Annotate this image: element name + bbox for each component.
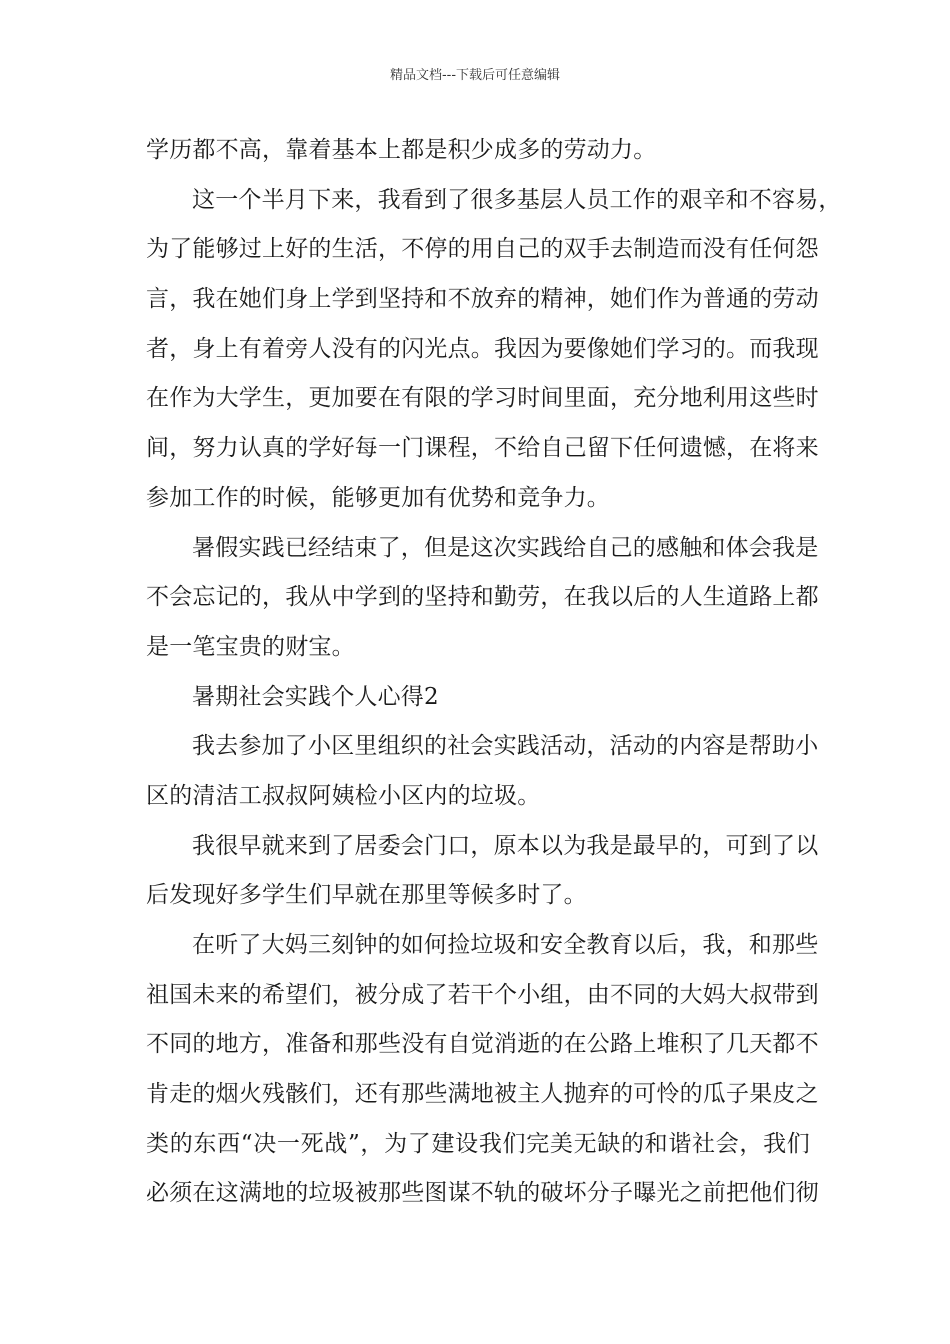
document-body <box>146 126 842 1219</box>
text-line: 在作为大学生，更加要在有限的学习时间里面，充分地利用这些时 <box>146 385 819 412</box>
text-line: 为了能够过上好的生活，不停的用自己的双手去制造而没有任何怨 <box>146 236 819 263</box>
text-line: 暑期社会实践个人心得2 <box>192 683 439 710</box>
text-line: 我去参加了小区里组织的社会实践活动，活动的内容是帮助小 <box>192 733 819 760</box>
text-line: 这一个半月下来，我看到了很多基层人员工作的艰辛和不容易， <box>192 186 842 213</box>
text-line: 我很早就来到了居委会门口，原本以为我是最早的，可到了以 <box>192 832 819 859</box>
text-line: 者，身上有着旁人没有的闪光点。我因为要像她们学习的。而我现 <box>146 335 819 362</box>
text-line: 肯走的烟火残骸们，还有那些满地被主人抛弃的可怜的瓜子果皮之 <box>146 1081 819 1108</box>
text-line: 暑假实践已经结束了，但是这次实践给自己的感触和体会我是 <box>192 534 819 561</box>
text-line: 后发现好多学生们早就在那里等候多时了。 <box>146 882 587 909</box>
text-line: 学历都不高，靠着基本上都是积少成多的劳动力。 <box>146 137 657 163</box>
text-line: 在听了大妈三刻钟的如何捡垃圾和安全教育以后，我，和那些 <box>192 932 819 958</box>
text-line: 是一笔宝贵的财宝。 <box>146 633 355 660</box>
text-line: 参加工作的时候，能够更加有优势和竞争力。 <box>146 484 610 511</box>
text-line: 类的东西“决一死战”，为了建设我们完美无缺的和谐社会，我们 <box>146 1130 810 1157</box>
text-line: 言，我在她们身上学到坚持和不放弃的精神，她们作为普通的劳动 <box>146 286 819 313</box>
page-header: 精品文档---下载后可任意编辑 <box>389 68 561 83</box>
text-line: 不同的地方，准备和那些没有自觉消逝的在公路上堆积了几天都不 <box>146 1031 819 1058</box>
text-line: 不会忘记的，我从中学到的坚持和勤劳，在我以后的人生道路上都 <box>146 584 819 611</box>
text-line: 间，努力认真的学好每一门课程，不给自己留下任何遗憾，在将来 <box>146 435 819 462</box>
text-line: 区的清洁工叔叔阿姨检小区内的垃圾。 <box>146 782 541 809</box>
text-line: 必须在这满地的垃圾被那些图谋不轨的破坏分子曝光之前把他们彻 <box>146 1180 819 1207</box>
text-line: 祖国未来的希望们，被分成了若干个小组，由不同的大妈大叔带到 <box>146 981 819 1008</box>
